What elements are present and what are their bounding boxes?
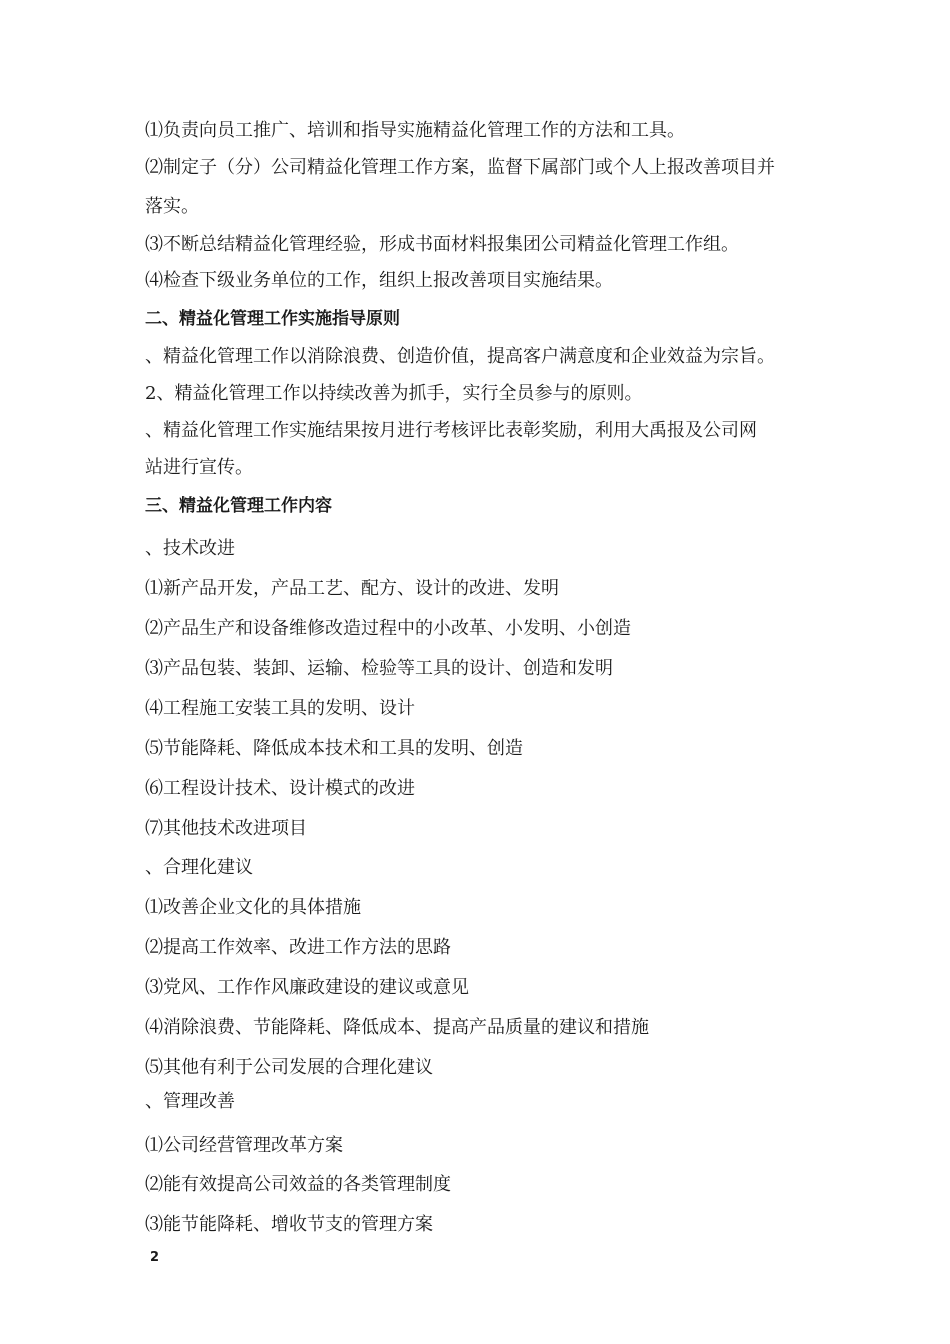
page-number: 2 [150, 1250, 160, 1265]
list-item: ⑺其他技术改进项目 [145, 818, 307, 839]
list-item: ⑴新产品开发，产品工艺、配方、设计的改进、发明 [145, 578, 559, 599]
text-line: ⑶不断总结精益化管理经验，形成书面材料报集团公司精益化管理工作组。 [145, 234, 739, 255]
section-heading: 二、精益化管理工作实施指导原则 [145, 309, 400, 329]
list-item: ⑶产品包装、装卸、运输、检验等工具的设计、创造和发明 [145, 658, 613, 679]
list-item: ⑴公司经营管理改革方案 [145, 1135, 343, 1156]
text-line: 、精益化管理工作以消除浪费、创造价值，提高客户满意度和企业效益为宗旨。 [145, 346, 775, 367]
text-line: ⑷检查下级业务单位的工作，组织上报改善项目实施结果。 [145, 270, 613, 291]
list-item: ⑸其他有利于公司发展的合理化建议 [145, 1057, 433, 1078]
text-line: 站进行宣传。 [145, 457, 253, 478]
text-line: ⑵制定子（分）公司精益化管理工作方案，监督下属部门或个人上报改善项目并 [145, 157, 775, 178]
list-item: ⑷消除浪费、节能降耗、降低成本、提高产品质量的建议和措施 [145, 1017, 649, 1038]
list-item: ⑶党风、工作作风廉政建设的建议或意见 [145, 977, 469, 998]
list-item: ⑵产品生产和设备维修改造过程中的小改革、小发明、小创造 [145, 618, 631, 639]
text-line: 、精益化管理工作实施结果按月进行考核评比表彰奖励，利用大禹报及公司网 [145, 420, 757, 441]
section-heading: 三、精益化管理工作内容 [145, 496, 332, 516]
list-item: ⑹工程设计技术、设计模式的改进 [145, 778, 415, 799]
list-item: ⑴改善企业文化的具体措施 [145, 897, 361, 918]
list-item: ⑸节能降耗、降低成本技术和工具的发明、创造 [145, 738, 523, 759]
list-item: ⑵提高工作效率、改进工作方法的思路 [145, 937, 451, 958]
text-line: 落实。 [145, 196, 199, 217]
list-item: ⑵能有效提高公司效益的各类管理制度 [145, 1174, 451, 1195]
sub-heading: 、管理改善 [145, 1091, 235, 1112]
list-item: ⑶能节能降耗、增收节支的管理方案 [145, 1214, 433, 1235]
list-item: ⑷工程施工安装工具的发明、设计 [145, 698, 415, 719]
sub-heading: 、技术改进 [145, 538, 235, 559]
text-line: ⑴负责向员工推广、培训和指导实施精益化管理工作的方法和工具。 [145, 120, 685, 141]
sub-heading: 、合理化建议 [145, 857, 253, 878]
text-line: 2、精益化管理工作以持续改善为抓手，实行全员参与的原则。 [145, 383, 643, 404]
